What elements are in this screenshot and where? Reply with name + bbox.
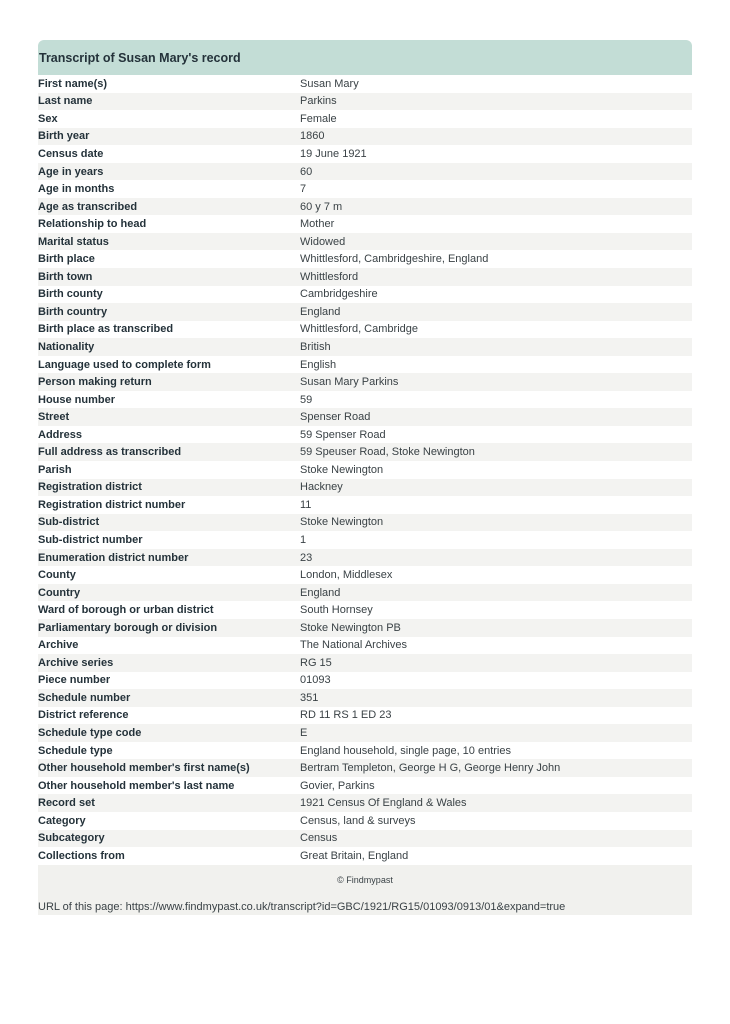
field-label: Archive <box>38 639 79 652</box>
field-label: Parish <box>38 463 72 476</box>
table-row <box>38 689 692 707</box>
table-row <box>38 812 692 830</box>
field-label: House number <box>38 393 116 406</box>
field-label: Piece number <box>38 674 111 687</box>
field-value: England <box>300 586 341 599</box>
field-value: Hackney <box>300 481 343 494</box>
table-row <box>38 128 692 146</box>
field-value: 59 Speuser Road, Stoke Newington <box>300 446 475 459</box>
field-label: Registration district <box>38 481 142 494</box>
field-value: 1921 Census Of England & Wales <box>300 797 467 810</box>
field-value: RD 11 RS 1 ED 23 <box>300 709 392 722</box>
field-label: Census date <box>38 147 104 160</box>
field-label: Person making return <box>38 376 152 389</box>
table-row <box>38 233 692 251</box>
field-value: Whittlesford <box>300 270 359 283</box>
table-row <box>38 321 692 339</box>
field-value: Mother <box>300 218 335 231</box>
table-row <box>38 619 692 637</box>
table-row <box>38 163 692 181</box>
field-label: Parliamentary borough or division <box>38 621 218 634</box>
field-label: Country <box>38 586 81 599</box>
title-bar <box>38 40 692 75</box>
field-value: Widowed <box>300 235 346 248</box>
field-label: Birth country <box>38 305 108 318</box>
table-row <box>38 601 692 619</box>
table-row <box>38 672 692 690</box>
field-value: 1860 <box>300 130 325 143</box>
table-row <box>38 707 692 725</box>
field-label: Address <box>38 428 83 441</box>
table-row <box>38 777 692 795</box>
table-row <box>38 75 692 93</box>
field-value: Cambridgeshire <box>300 288 378 301</box>
field-label: Record set <box>38 797 95 810</box>
table-row <box>38 93 692 111</box>
field-label: Other household member's last name <box>38 779 235 792</box>
field-label: Age in months <box>38 183 115 196</box>
table-row <box>38 549 692 567</box>
field-label: District reference <box>38 709 129 722</box>
field-label: Sex <box>38 112 58 125</box>
table-row <box>38 496 692 514</box>
table-row <box>38 830 692 848</box>
field-value: Female <box>300 112 337 125</box>
field-value: London, Middlesex <box>300 569 393 582</box>
field-value: 7 <box>300 183 307 196</box>
table-row <box>38 724 692 742</box>
table-row <box>38 145 692 163</box>
field-value: England household, single page, 10 entries <box>300 744 511 757</box>
table-row <box>38 637 692 655</box>
field-label: Schedule type <box>38 744 113 757</box>
table-row <box>38 286 692 304</box>
field-value: 60 y 7 m <box>300 200 343 213</box>
field-label: Nationality <box>38 340 95 353</box>
table-row <box>38 531 692 549</box>
table-row <box>38 566 692 584</box>
field-label: Enumeration district number <box>38 551 189 564</box>
field-label: Language used to complete form <box>38 358 211 371</box>
field-value: Susan Mary Parkins <box>300 376 399 389</box>
table-row <box>38 759 692 777</box>
table-row <box>38 356 692 374</box>
table-row <box>38 794 692 812</box>
field-label: Subcategory <box>38 832 105 845</box>
table-row <box>38 742 692 760</box>
field-value: RG 15 <box>300 656 332 669</box>
field-label: Birth county <box>38 288 103 301</box>
field-label: County <box>38 569 76 582</box>
field-label: Age in years <box>38 165 104 178</box>
field-value: 1 <box>300 533 307 546</box>
field-value: Bertram Templeton, George H G, George Henry John <box>300 762 561 775</box>
field-label: Relationship to head <box>38 218 147 231</box>
field-value: Census, land & surveys <box>300 814 416 827</box>
field-value: England <box>300 305 341 318</box>
field-label: Schedule type code <box>38 727 142 739</box>
field-label: Marital status <box>38 235 109 248</box>
table-row <box>38 654 692 672</box>
field-value: Stoke Newington PB <box>300 621 401 634</box>
table-row <box>38 250 692 268</box>
field-value: Stoke Newington <box>300 516 384 529</box>
table-row <box>38 443 692 461</box>
field-label: Ward of borough or urban district <box>38 604 214 617</box>
field-value: Census <box>300 832 338 845</box>
field-label: Birth place <box>38 253 95 266</box>
field-label: Sub-district number <box>38 533 143 546</box>
field-value: 59 Spenser Road <box>300 428 386 441</box>
field-value: 19 June 1921 <box>300 147 367 160</box>
field-label: Other household member's first name(s) <box>38 762 250 775</box>
field-value: 60 <box>300 165 313 178</box>
field-value: British <box>300 340 331 353</box>
field-label: Birth year <box>38 130 90 143</box>
field-label: Collections from <box>38 849 125 862</box>
table-row <box>38 426 692 444</box>
field-value: Spenser Road <box>300 411 371 424</box>
transcript-card <box>38 40 692 915</box>
table-row <box>38 268 692 286</box>
table-row <box>38 584 692 602</box>
page-title: Transcript of Susan Mary's record <box>39 50 241 65</box>
field-value: 351 <box>300 691 319 704</box>
field-value: The National Archives <box>300 639 407 652</box>
field-label: Birth place as transcribed <box>38 323 174 336</box>
field-value: South Hornsey <box>300 604 373 617</box>
field-label: Sub-district <box>38 516 100 529</box>
table-row <box>38 847 692 865</box>
field-label: Category <box>38 814 86 827</box>
field-value: 11 <box>300 498 312 511</box>
table-row <box>38 110 692 128</box>
table-row <box>38 514 692 532</box>
table-row <box>38 198 692 216</box>
field-label: First name(s) <box>38 77 108 90</box>
table-row <box>38 391 692 409</box>
field-label: Registration district number <box>38 498 186 511</box>
field-label: Age as transcribed <box>38 200 138 213</box>
field-label: Schedule number <box>38 691 131 704</box>
field-label: Archive series <box>38 656 114 669</box>
field-value: Govier, Parkins <box>300 779 375 792</box>
field-value: Great Britain, England <box>300 849 409 862</box>
field-label: Street <box>38 411 70 424</box>
field-value: Whittlesford, Cambridgeshire, England <box>300 253 489 266</box>
field-value: Stoke Newington <box>300 463 384 476</box>
field-label: Full address as transcribed <box>38 446 182 459</box>
table-row <box>38 373 692 391</box>
footer <box>38 865 692 915</box>
table-row <box>38 338 692 356</box>
field-label: Birth town <box>38 270 93 283</box>
field-value: 59 <box>300 393 313 406</box>
field-value: 01093 <box>300 674 331 687</box>
field-value: 23 <box>300 551 313 564</box>
table-row <box>38 180 692 198</box>
table-row <box>38 461 692 479</box>
field-value: E <box>300 727 308 739</box>
field-value: Susan Mary <box>300 77 359 90</box>
copyright-text: © Findmypast <box>337 874 393 885</box>
table-row <box>38 215 692 233</box>
record-table <box>38 75 692 865</box>
field-label: Last name <box>38 95 93 108</box>
field-value: Whittlesford, Cambridge <box>300 323 418 336</box>
field-value: English <box>300 358 337 371</box>
table-row <box>38 479 692 497</box>
field-value: Parkins <box>300 95 337 108</box>
table-row <box>38 408 692 426</box>
page-url-text: URL of this page: https://www.findmypast.co.uk/transcript?id=GBC/1921/RG15/01093/0913/01&expand=true <box>38 900 566 913</box>
table-row <box>38 303 692 321</box>
